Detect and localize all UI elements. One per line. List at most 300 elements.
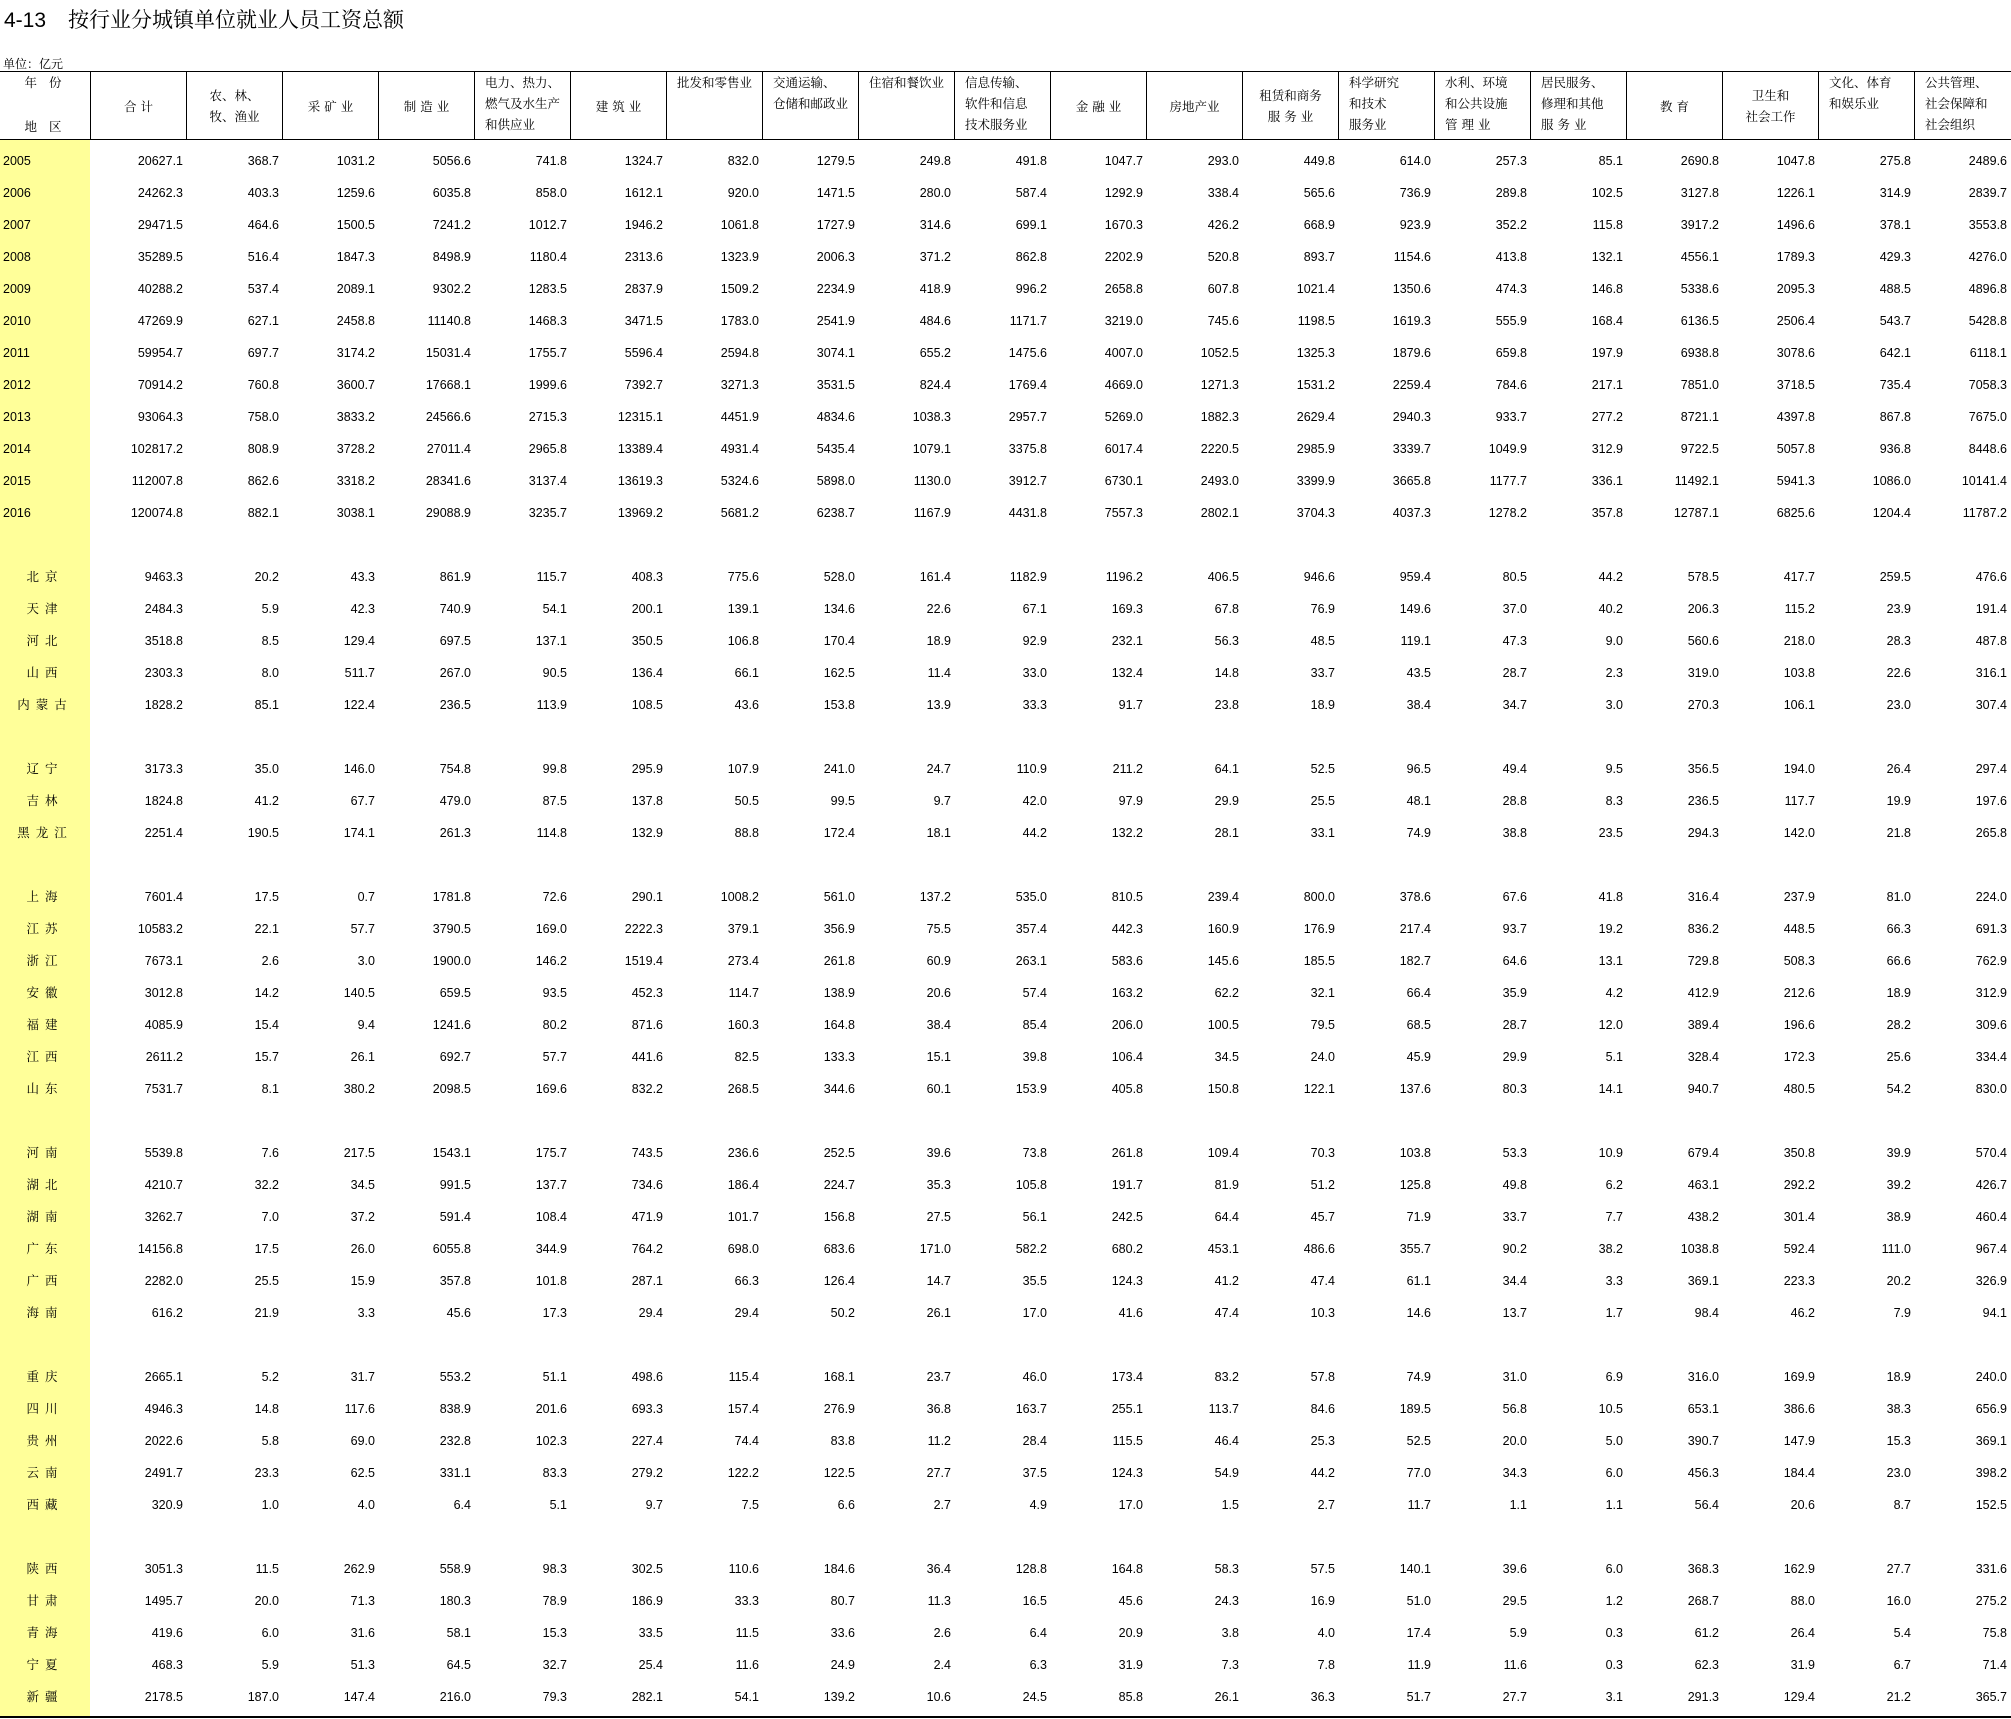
table-cell: 9.0 [1605,634,1623,648]
table-cell: 134.6 [823,602,855,616]
table-cell: 27.7 [1502,1690,1527,1704]
table-cell: 54.9 [1214,1466,1239,1480]
table-cell: 836.2 [1687,922,1719,936]
table-cell: 184.4 [1783,1466,1815,1480]
region-label: 四川 [26,1401,64,1416]
table-cell: 11.2 [927,1434,951,1448]
table-cell: 206.0 [1111,1018,1143,1032]
table-cell: 40288.2 [137,282,183,296]
table-cell: 26.4 [1886,762,1911,776]
table-cell: 102.3 [535,1434,567,1448]
table-cell: 5338.6 [1680,282,1719,296]
column-header [1627,72,1722,140]
table-cell: 139.2 [823,1690,855,1704]
table-cell: 486.6 [1303,1242,1335,1256]
table-cell: 257.3 [1495,154,1527,168]
table-cell: 1049.9 [1488,442,1527,456]
table-cell: 160.9 [1207,922,1239,936]
table-cell: 5056.6 [432,154,471,168]
column-header [187,72,282,140]
table-cell: 832.2 [631,1082,663,1096]
table-cell: 41.6 [1118,1306,1143,1320]
column-header-line: 社会组织 [1925,117,1976,132]
table-cell: 936.8 [1879,442,1911,456]
table-cell: 15.1 [926,1050,951,1064]
table-cell: 352.2 [1495,218,1527,232]
table-cell: 11.9 [1407,1658,1431,1672]
table-cell: 232.8 [439,1434,471,1448]
table-cell: 516.4 [247,250,279,264]
table-cell: 71.4 [1982,1658,2007,1672]
table-cell: 616.2 [151,1306,183,1320]
table-cell: 88.8 [734,826,759,840]
table-cell: 1259.6 [336,186,375,200]
table-cell: 11787.2 [1962,506,2007,520]
column-header-line: 采 矿 业 [307,98,354,114]
table-cell: 11.4 [927,666,951,680]
table-cell: 412.9 [1687,986,1719,1000]
table-cell: 413.8 [1495,250,1527,264]
table-cell: 4085.9 [144,1018,183,1032]
table-cell: 698.0 [727,1242,759,1256]
column-header-line: 水利、环境 [1445,75,1508,90]
column-header [1723,72,1818,140]
table-cell: 1038.8 [1680,1242,1719,1256]
table-cell: 163.2 [1111,986,1143,1000]
table-cell: 54.1 [734,1690,759,1704]
table-cell: 4431.8 [1008,506,1047,520]
table-cell: 18.1 [926,826,951,840]
table-cell: 6017.4 [1104,442,1143,456]
table-cell: 403.3 [247,186,279,200]
region-label: 吉林 [26,793,64,808]
table-cell: 99.8 [542,762,567,776]
table-cell: 262.9 [343,1562,375,1576]
table-cell: 5.8 [261,1434,279,1448]
table-cell: 57.4 [1022,986,1047,1000]
table-cell: 1.2 [1605,1594,1623,1608]
table-cell: 68.5 [1406,1018,1431,1032]
table-cell: 535.0 [1015,890,1047,904]
table-cell: 58.3 [1214,1562,1239,1576]
table-cell: 279.2 [631,1466,663,1480]
table-cell: 47269.9 [137,314,183,328]
table-cell: 1769.4 [1008,378,1047,392]
table-cell: 592.4 [1783,1242,1815,1256]
table-cell: 17.0 [1022,1306,1047,1320]
table-cell: 9.5 [1605,762,1623,776]
table-cell: 754.8 [439,762,471,776]
year-label: 2012 [3,378,31,392]
table-cell: 200.1 [631,602,663,616]
table-cell: 109.4 [1207,1146,1239,1160]
table-cell: 126.4 [823,1274,855,1288]
table-cell: 463.1 [1687,1178,1719,1192]
table-cell: 153.8 [823,698,855,712]
table-cell: 153.9 [1015,1082,1047,1096]
column-header [1243,72,1338,140]
table-cell: 38.8 [1502,826,1527,840]
table-cell: 81.0 [1886,890,1911,904]
table-cell: 122.5 [823,1466,855,1480]
table-cell: 5.2 [261,1370,279,1384]
table-cell: 2259.4 [1392,378,1431,392]
region-label: 宁夏 [26,1657,64,1672]
table-cell: 60.1 [926,1082,951,1096]
table-cell: 24262.3 [137,186,183,200]
table-cell: 893.7 [1303,250,1335,264]
table-cell: 103.8 [1399,1146,1431,1160]
table-cell: 406.5 [1207,570,1239,584]
table-cell: 20.9 [1118,1626,1143,1640]
region-label: 重庆 [26,1369,64,1384]
table-cell: 161.4 [919,570,951,584]
table-cell: 743.5 [631,1146,663,1160]
table-cell: 1047.7 [1104,154,1143,168]
table-cell: 169.9 [1783,1370,1815,1384]
table-cell: 91.7 [1118,698,1143,712]
table-cell: 103.8 [1783,666,1815,680]
table-cell: 50.5 [734,794,759,808]
corner-year-label: 年 份 [24,75,66,90]
table-cell: 2658.8 [1104,282,1143,296]
table-cell: 3235.7 [528,506,567,520]
region-label: 新疆 [26,1689,64,1704]
table-cell: 13619.3 [617,474,663,488]
column-header [379,72,474,140]
table-cell: 405.8 [1111,1082,1143,1096]
table-cell: 2234.9 [816,282,855,296]
table-cell: 139.1 [727,602,759,616]
column-header-line: 金 融 业 [1075,98,1122,114]
table-cell: 6.4 [1029,1626,1047,1640]
column-header [1531,72,1626,140]
table-cell: 115.7 [536,570,567,584]
table-cell: 263.1 [1015,954,1047,968]
table-cell: 1.0 [261,1498,279,1512]
table-cell: 316.0 [1687,1370,1719,1384]
table-cell: 60.9 [926,954,951,968]
table-cell: 194.0 [1783,762,1815,776]
table-cell: 12787.1 [1673,506,1719,520]
table-cell: 270.3 [1687,698,1719,712]
table-cell: 34.7 [1502,698,1527,712]
corner-region-label: 地 区 [24,119,66,134]
column-header-line: 合 计 [124,98,153,114]
table-cell: 35.9 [1502,986,1527,1000]
table-cell: 261.3 [439,826,471,840]
table-cell: 31.0 [1502,1370,1527,1384]
table-cell: 627.1 [247,314,279,328]
table-cell: 28.4 [1022,1434,1047,1448]
table-cell: 137.8 [631,794,663,808]
table-cell: 287.1 [631,1274,663,1288]
region-label: 江西 [26,1049,64,1064]
table-cell: 378.6 [1399,890,1431,904]
table-cell: 61.2 [1694,1626,1719,1640]
table-cell: 29.5 [1502,1594,1527,1608]
table-cell: 259.5 [1879,570,1911,584]
table-cell: 108.4 [535,1210,567,1224]
table-cell: 106.1 [1783,698,1815,712]
table-cell: 115.8 [1592,218,1623,232]
table-cell: 468.3 [151,1658,183,1672]
table-cell: 1021.4 [1296,282,1335,296]
table-cell: 867.8 [1879,410,1911,424]
table-cell: 3518.8 [144,634,183,648]
table-cell: 449.8 [1303,154,1335,168]
table-cell: 3339.7 [1392,442,1431,456]
table-cell: 293.0 [1207,154,1239,168]
table-cell: 44.2 [1022,826,1047,840]
table-cell: 357.8 [439,1274,471,1288]
year-label: 2013 [3,410,31,424]
table-cell: 224.0 [1975,890,2007,904]
table-cell: 69.0 [350,1434,375,1448]
table-cell: 3038.1 [336,506,375,520]
table-cell: 15.7 [254,1050,279,1064]
table-cell: 3375.8 [1008,442,1047,456]
table-cell: 72.6 [542,890,567,904]
table-cell: 8.3 [1605,794,1623,808]
table-cell: 29471.5 [137,218,183,232]
table-cell: 655.2 [919,346,951,360]
table-cell: 57.8 [1310,1370,1335,1384]
table-cell: 48.5 [1310,634,1335,648]
table-cell: 11.3 [927,1594,951,1608]
table-cell: 3665.8 [1392,474,1431,488]
table-cell: 137.7 [535,1178,567,1192]
table-cell: 3074.1 [816,346,855,360]
table-cell: 24.0 [1310,1050,1335,1064]
table-cell: 1086.0 [1872,474,1911,488]
table-cell: 31.9 [1118,1658,1143,1672]
table-cell: 4.0 [1317,1626,1335,1640]
table-cell: 17.4 [1406,1626,1431,1640]
table-cell: 5941.3 [1776,474,1815,488]
table-cell: 784.6 [1495,378,1527,392]
table-cell: 418.9 [919,282,951,296]
table-cell: 23.3 [254,1466,279,1480]
table-cell: 140.1 [1399,1562,1431,1576]
table-cell: 43.6 [734,698,759,712]
table-cell: 7.6 [261,1146,279,1160]
column-header-line: 租赁和商务 [1259,88,1322,103]
table-cell: 83.2 [1214,1370,1239,1384]
table-cell: 217.5 [343,1146,375,1160]
table-cell: 114.8 [536,826,567,840]
column-header [1915,72,2010,140]
table-cell: 51.3 [350,1658,375,1672]
table-cell: 26.1 [350,1050,375,1064]
table-cell: 115.4 [728,1370,759,1384]
table-cell: 79.3 [542,1690,567,1704]
table-cell: 236.5 [1687,794,1719,808]
table-cell: 108.5 [631,698,663,712]
table-cell: 7675.0 [1968,410,2007,424]
table-cell: 1182.9 [1009,570,1047,584]
table-cell: 9.4 [357,1018,375,1032]
table-cell: 1999.6 [528,378,567,392]
table-cell: 1781.8 [432,890,471,904]
table-cell: 146.0 [343,762,375,776]
table-cell: 28341.6 [425,474,471,488]
column-header-line: 电力、热力、 [485,75,561,90]
table-cell: 1180.4 [529,250,567,264]
table-cell: 57.7 [350,922,375,936]
column-header-line: 社会保障和 [1925,96,1988,111]
table-cell: 6.0 [1605,1466,1623,1480]
table-cell: 946.6 [1303,570,1335,584]
table-cell: 417.7 [1783,570,1815,584]
table-cell: 142.0 [1783,826,1815,840]
table-cell: 33.3 [1022,698,1047,712]
table-cell: 1531.2 [1296,378,1335,392]
table-cell: 146.8 [1591,282,1623,296]
table-cell: 692.7 [439,1050,471,1064]
table-cell: 1500.5 [336,218,375,232]
table-cell: 1509.2 [720,282,759,296]
table-cell: 3173.3 [144,762,183,776]
table-cell: 6.7 [1893,1658,1911,1672]
table-cell: 122.4 [343,698,375,712]
table-cell: 7601.4 [144,890,183,904]
table-cell: 22.6 [926,602,951,616]
table-cell: 334.4 [1975,1050,2007,1064]
table-cell: 289.8 [1495,186,1527,200]
table-cell: 1204.4 [1872,506,1911,520]
table-cell: 4.0 [357,1498,375,1512]
table-cell: 357.8 [1591,506,1623,520]
table-cell: 309.6 [1975,1018,2007,1032]
table-cell: 314.6 [919,218,951,232]
table-cell: 90.5 [542,666,567,680]
table-cell: 117.7 [1784,794,1815,808]
table-cell: 190.5 [247,826,279,840]
table-cell: 26.1 [1214,1690,1239,1704]
table-cell: 668.9 [1303,218,1335,232]
table-title-text: 按行业分城镇单位就业人员工资总额 [68,8,405,32]
region-label: 云南 [26,1465,64,1480]
table-cell: 2089.1 [336,282,375,296]
table-cell: 268.5 [727,1082,759,1096]
column-header-line: 批发和零售业 [677,75,753,90]
table-cell: 38.3 [1886,1402,1911,1416]
table-cell: 12.0 [1598,1018,1623,1032]
table-cell: 45.9 [1406,1050,1431,1064]
table-cell: 168.1 [823,1370,855,1384]
table-cell: 19.2 [1598,922,1623,936]
table-cell: 27011.4 [426,442,471,456]
table-cell: 20.2 [1886,1274,1911,1288]
column-header [1147,72,1242,140]
table-cell: 33.7 [1310,666,1335,680]
table-cell: 862.6 [247,474,279,488]
table-cell: 3137.4 [528,474,567,488]
table-cell: 105.8 [1015,1178,1047,1192]
table-cell: 182.7 [1399,954,1431,968]
region-label: 陕西 [26,1561,64,1576]
table-cell: 1789.3 [1776,250,1815,264]
table-cell: 479.0 [439,794,471,808]
column-header-line: 服务业 [1349,117,1387,132]
column-header [1435,72,1530,140]
table-cell: 117.6 [344,1402,375,1416]
table-cell: 5057.8 [1776,442,1815,456]
table-cell: 74.9 [1406,1370,1431,1384]
table-cell: 2.6 [261,954,279,968]
table-cell: 452.3 [631,986,663,1000]
table-cell: 236.5 [439,698,471,712]
table-cell: 64.1 [1214,762,1239,776]
table-cell: 7.0 [261,1210,279,1224]
table-cell: 5269.0 [1104,410,1143,424]
table-cell: 442.3 [1111,922,1143,936]
table-cell: 2940.3 [1392,410,1431,424]
table-cell: 0.3 [1605,1658,1623,1672]
table-cell: 17668.1 [425,378,471,392]
column-header-line: 建 筑 业 [595,98,642,114]
table-cell: 67.8 [1214,602,1239,616]
table-cell: 319.0 [1687,666,1719,680]
table-cell: 2965.8 [528,442,567,456]
table-cell: 471.9 [631,1210,663,1224]
table-cell: 328.4 [1687,1050,1719,1064]
table-cell: 162.9 [1783,1562,1815,1576]
table-cell: 1325.3 [1296,346,1335,360]
column-header-line: 服 务 业 [1541,117,1587,132]
table-cell: 184.6 [823,1562,855,1576]
table-cell: 6.3 [1029,1658,1047,1672]
table-cell: 1279.5 [816,154,855,168]
region-label: 湖北 [26,1177,64,1192]
table-cell: 33.5 [638,1626,663,1640]
table-cell: 7058.3 [1968,378,2007,392]
table-cell: 15.3 [542,1626,567,1640]
table-cell: 368.7 [247,154,279,168]
table-cell: 2484.3 [144,602,183,616]
table-cell: 5428.8 [1968,314,2007,328]
table-cell: 237.9 [1783,890,1815,904]
table-cell: 92.9 [1022,634,1047,648]
table-cell: 350.5 [631,634,663,648]
table-cell: 171.0 [919,1242,951,1256]
table-cell: 25.6 [1886,1050,1911,1064]
table-cell: 46.2 [1790,1306,1815,1320]
table-cell: 51.2 [1310,1178,1335,1192]
table-cell: 24.3 [1214,1594,1239,1608]
table-cell: 38.4 [1406,698,1431,712]
table-cell: 62.2 [1214,986,1239,1000]
table-cell: 3219.0 [1104,314,1143,328]
table-cell: 379.1 [727,922,759,936]
table-cell: 297.4 [1975,762,2007,776]
table-cell: 212.6 [1783,986,1815,1000]
table-cell: 570.4 [1975,1146,2007,1160]
table-cell: 174.1 [343,826,375,840]
table-cell: 7.5 [741,1498,759,1512]
table-cell: 1619.3 [1392,314,1431,328]
table-cell: 484.6 [919,314,951,328]
table-cell: 71.9 [1406,1210,1431,1224]
table-cell: 275.8 [1879,154,1911,168]
table-cell: 81.9 [1214,1178,1239,1192]
table-cell: 871.6 [631,1018,663,1032]
table-cell: 5435.4 [816,442,855,456]
table-cell: 3051.3 [144,1562,183,1576]
table-cell: 679.4 [1687,1146,1719,1160]
table-cell: 920.0 [727,186,759,200]
